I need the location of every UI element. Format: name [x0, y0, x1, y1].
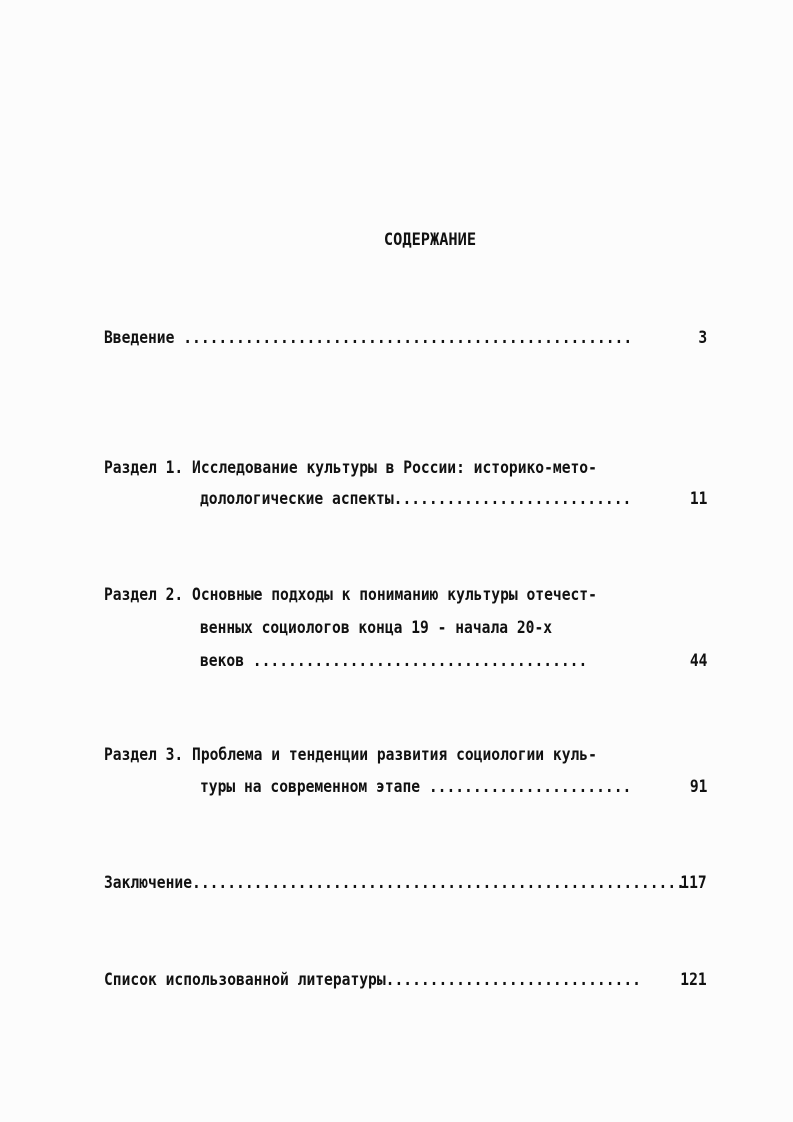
page-title: СОДЕРЖАНИЕ: [383, 230, 477, 250]
toc-entry-bibliography: Список использованной литературы.............................: [104, 970, 641, 990]
toc-entry-section-1-line-2: долологические аспекты...........................: [200, 489, 632, 509]
toc-entry-section-1-line-1: Раздел 1. Исследование культуры в России: историко-мето-: [104, 458, 597, 478]
toc-page-number-introduction: 3: [698, 328, 707, 348]
toc-entry-conclusion: Заключение........................................................: [104, 873, 685, 893]
toc-entry-section-2-line-3: веков ......................................: [200, 651, 588, 671]
toc-page-number-section-1: 11: [689, 489, 707, 509]
toc-entry-section-3-line-2: туры на современном этапе .......................: [200, 777, 632, 797]
toc-entry-introduction: Введение ...................................................: [104, 328, 633, 348]
toc-page-number-section-2: 44: [689, 651, 707, 671]
toc-entry-section-2-line-1: Раздел 2. Основные подходы к пониманию культуры отечест-: [104, 585, 597, 605]
toc-page-number-section-3: 91: [689, 777, 707, 797]
toc-page-number-bibliography: 121: [680, 970, 707, 990]
toc-page-number-conclusion: 117: [680, 873, 707, 893]
toc-entry-section-3-line-1: Раздел 3. Проблема и тенденции развития социологии куль-: [104, 745, 597, 765]
toc-entry-section-2-line-2: венных социологов конца 19 - начала 20-х: [200, 618, 553, 638]
